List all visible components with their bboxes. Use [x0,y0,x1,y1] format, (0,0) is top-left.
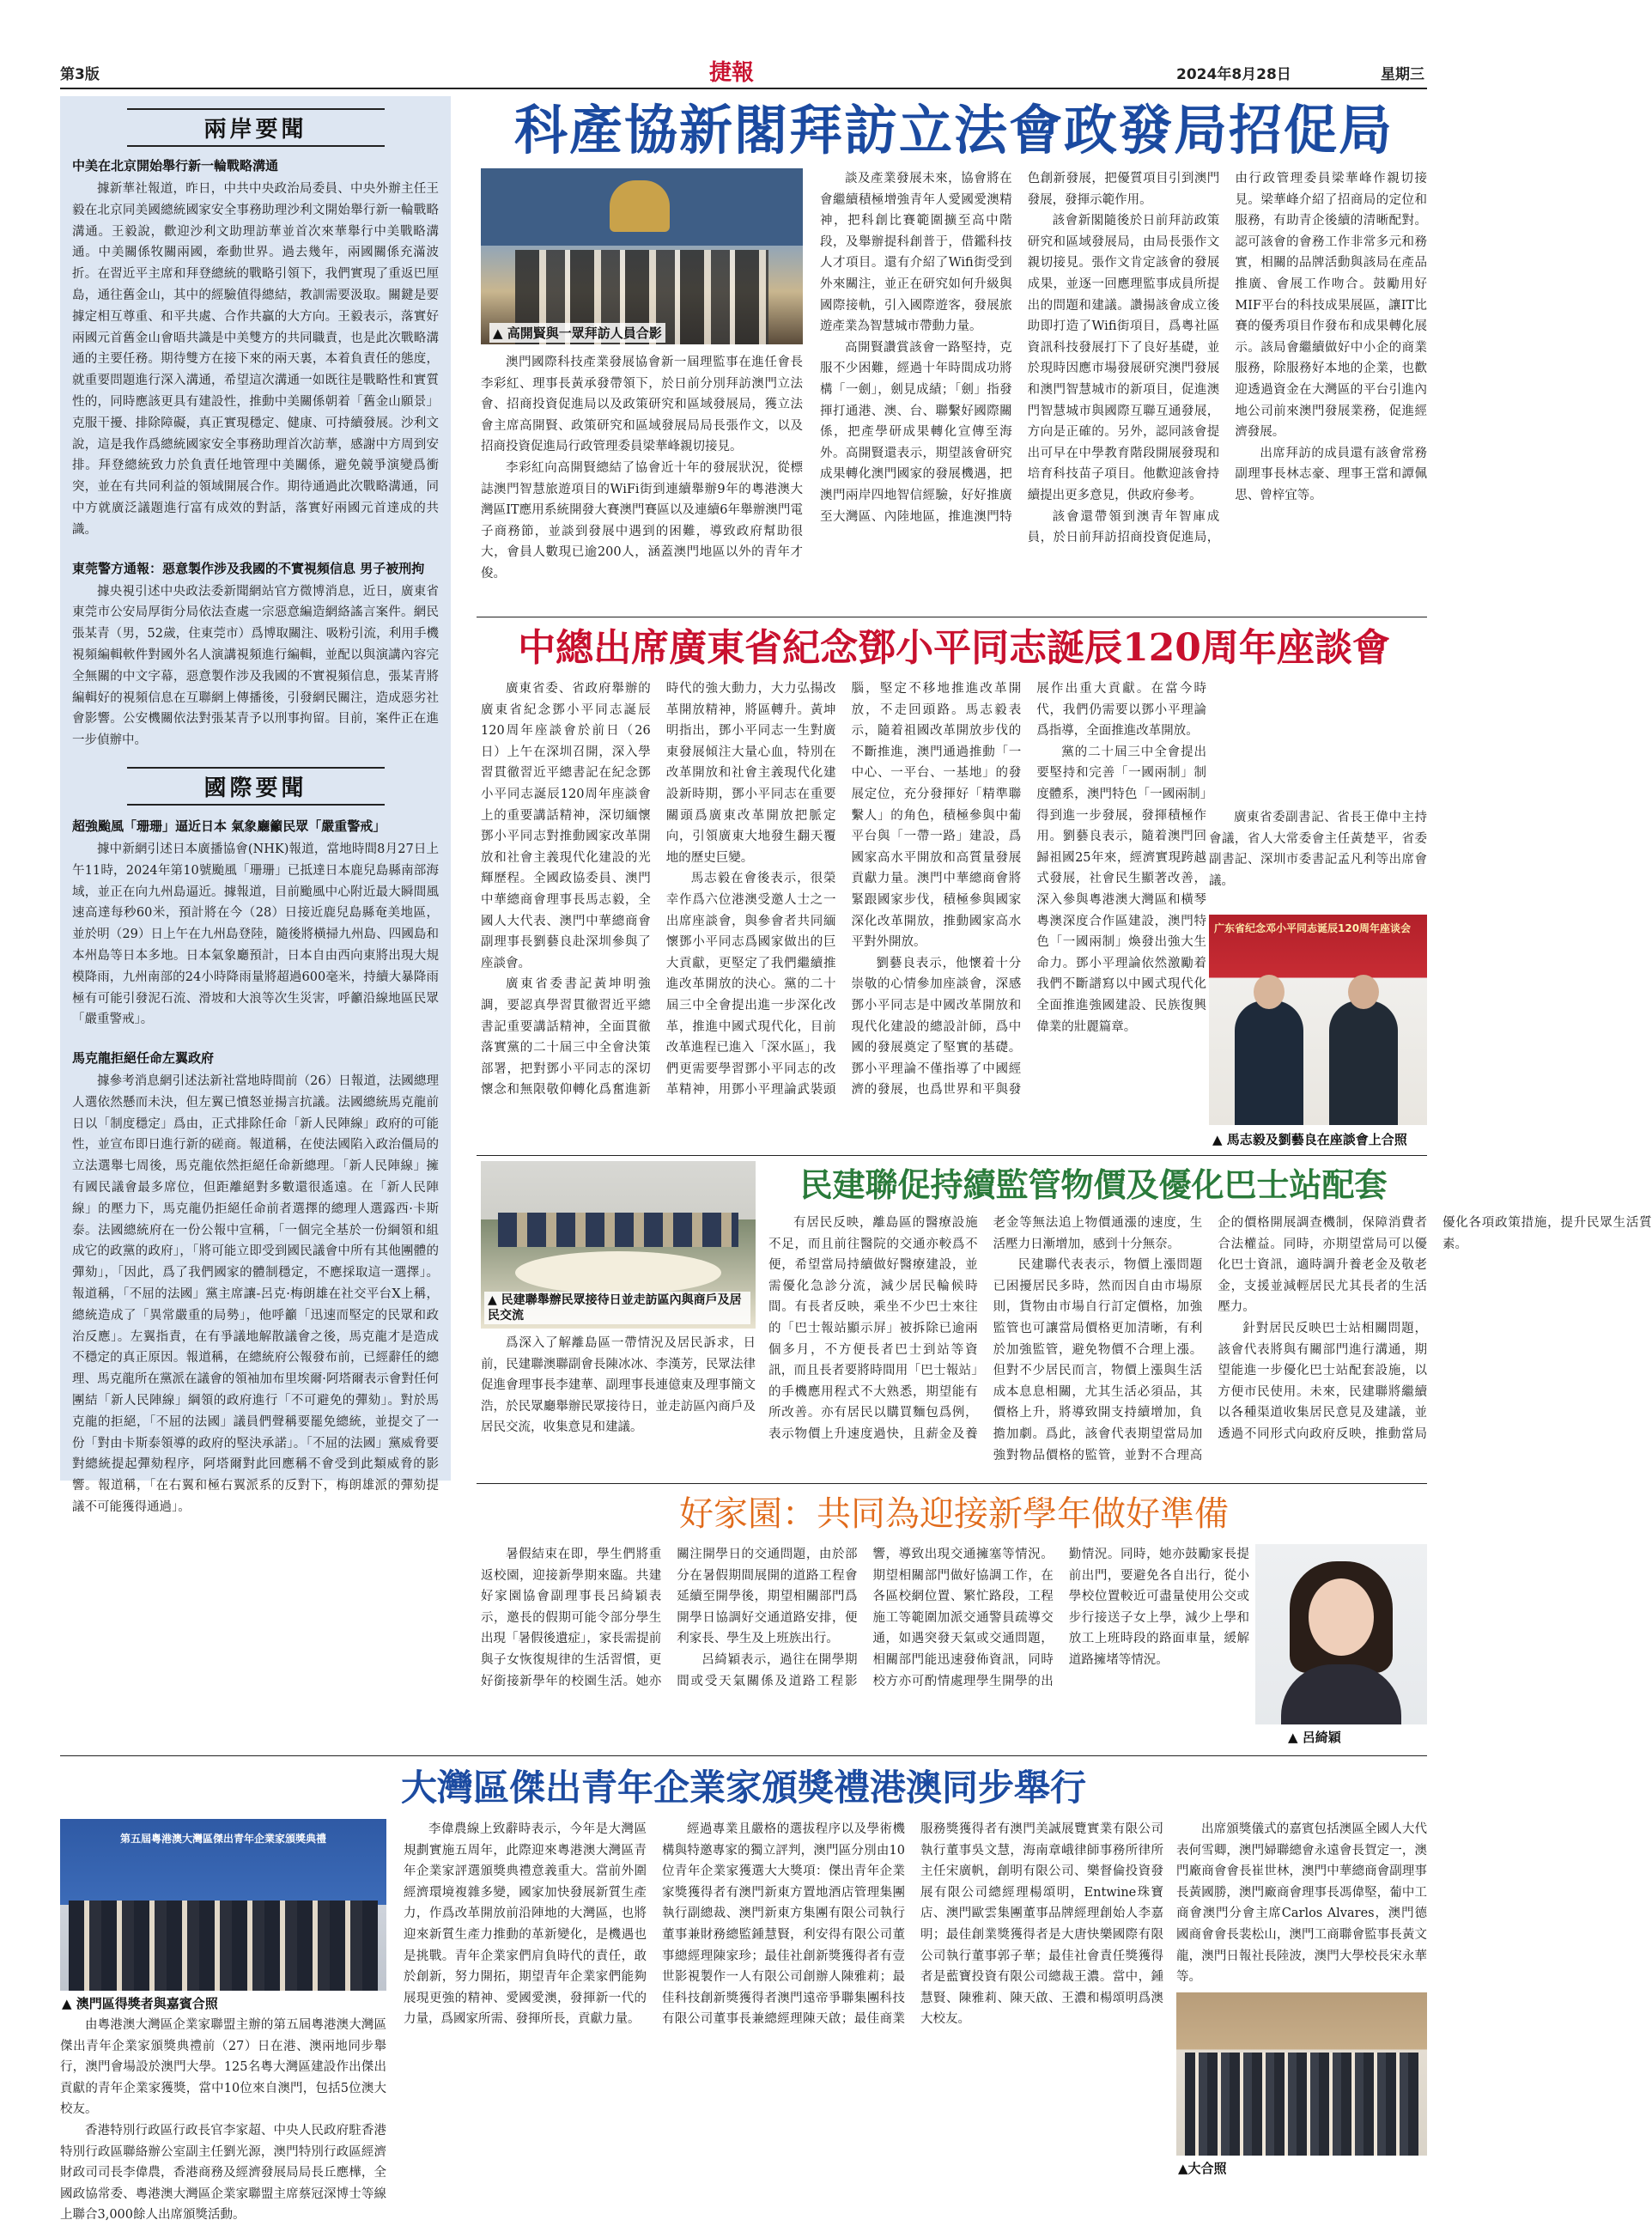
page-number: 第3版 [60,66,100,83]
weekday: 星期三 [1381,66,1424,83]
photo-banner-text: 广东省纪念邓小平同志诞辰120周年座谈会 [1214,922,1412,934]
article5-left-text: 由粵港澳大灣區企業家聯盟主辦的第五屆粵港澳大灣區傑出青年企業家頒獎典禮前（27）日在港、澳兩地同步舉行，澳門會場設於澳門大學。125名粵大灣區建設作出傑出貢獻的青年企業家獲獎，當中10位來自澳門，包括5位澳大校友。 香港特別行政區行政長官李家超、中央人民政府駐香港特別行政區聯絡辦公室副主任劉光源，澳門特別行政區經濟財政司司長李偉農，香港商務及經濟發展局局長丘應樺，全國政協常委、粵港澳大灣區企業家聯盟主席蔡冠深博士等線上聯合3,000餘人出席頒獎活動。 [60,2018,386,2223]
masthead: 捷報 [709,60,755,86]
article1-photo [481,168,803,344]
article5-photo-2 [1176,1992,1427,2156]
news-sidebar [60,96,451,1515]
issue-date: 2024年8月28日 [1176,66,1291,83]
brief-title: 東莞警方通報：惡意製作涉及我國的不實視頻信息 男子被刑拘 [72,560,425,576]
article2-headline: 中總出席廣東省紀念鄧小平同志誕辰120周年座談會 [518,626,1390,670]
article2-body: 廣東省委、省政府舉辦的廣東省紀念鄧小平同志誕辰120周年座談會於前日（26日）上午在深圳召開，深入學習貫徹習近平總書記在紀念鄧小平同志誕辰120周年座談會上的重要講話精神，深切緬懷鄧小平同志對推動國家改革開放和社會主義現代化建設的光輝歷程。全國政協委員、澳門中華總商會理事長馬志毅，全國人大代表、澳門中華總商會副理事長劉藝良赴深圳參與了座談會。 廣東省委書記黃坤明強調，要認真學習貫徹習近平總書記重要講話精神，全面貫徹落實黨的二十屆三中全會決策部署，把對鄧小平同志的深切懷念和無限敬仰轉化爲奮進新時代的強大動力，大力弘揚改革開放精神，將區轉升。黃坤明指出，鄧小平同志一生對廣東發展傾注大量心血，特別在改革開放和社會主義現代化建設新時期，鄧小平同志在重要關頭爲廣東改革開放把脈定向，引領廣東大地發生翻天覆地的歷史巨變。 馬志毅在會後表示，很榮幸作爲六位港澳受邀人士之一出席座談會，與參會者共同緬懷鄧小平同志爲國家做出的巨大貢獻，更堅定了我們繼續推進改革開放的決心。黨的二十屆三中全會提出進一步深化改革，推進中國式現代化，目前改革進程已進入「深水區」，我們更需要學習鄧小平同志的改革精神，用鄧小平理論武裝頭腦，堅定不移地推進改革開放，不走回頭路。馬志毅表示，隨着祖國改革開放步伐的不斷推進，澳門通過推動「一中心、一平台、一基地」的發展定位，充分發揮好「精準聯繫人」的角色，積極參與中葡平台與「一帶一路」建設，爲國家高水平開放和高質量發展貢獻力量。澳門中華總商會將緊跟國家步伐，積極參與國家深化改革開放，推動國家高水平對外開放。 劉藝良表示，他懷着十分崇敬的心情參加座談會，深感鄧小平同志是中國改革開放和現代化建設的總設計師，爲中國的發展奠定了堅實的基礎。鄧小平理論不僅指導了中國經濟的發展，也爲世界和平與發展作出重大貢獻。在當今時代，我們仍需要以鄧小平理論爲指導，全面推進改革開放。 黨的二十屆三中全會提出要堅持和完善「一國兩制」制度體系，澳門特色「一國兩制」得到進一步發展，發揮積極作用。劉藝良表示，隨着澳門回歸祖國25年來，經濟實現跨越式發展，社會民生顯著改善，深入參與粵港澳大灣區和橫琴粵澳深度合作區建設，澳門特色「一國兩制」煥發出強大生命力。鄧小平理論依然激勵着我們不斷譜寫以中國式現代化全面推進強國建設、民族復興偉業的壯麗篇章。 [481,682,1206,1098]
article4-photo [1255,1544,1427,1724]
article5-right-text: 出席頒獎儀式的嘉賓包括澳區全國人大代表何雪卿，澳門婦聯總會永遠會長賀定一，澳門廠商會會長崔世林，澳門中華總商會副理事長黃國勝，澳門廠商會理事長馮偉堅，葡中工商會澳門分會主席Carlos Alvares，澳門德國商會會長裴松山，澳門工商聯會監事長黃文龍，澳門日報社長陸波，澳門大學校長宋永華等。 [1176,1822,1427,1985]
article5-body: 李偉農線上致辭時表示，今年是大灣區規劃實施五周年，此際迎來粵港澳大灣區青年企業家評選頒獎典禮意義重大。當前外圍經濟環境複雜多變，國家加快發展新質生產力，作爲改革開放前沿陣地的大灣區，也將迎來新質生產力推動的革新變化，是機遇也是挑戰。青年企業家們肩負時代的責任，敢於創新，努力開拓，期望青年企業家們能夠展現更強的精神、愛國愛澳，發揮新一代的力量，爲國家所需、發揮所長，貢獻力量。 經過專業且嚴格的選拔程序以及學術機構與特邀專家的獨立評判，澳門區分別由10位青年企業家獲選大大獎項：傑出青年企業家獎獲得者有澳門新東方置地酒店管理集團執行副總裁、澳門新東方集團有限公司執行董事兼財務總監鍾慧賢，利安得有限公司董事總經理陳家珍；最佳社創新獎獲得者有壹世影視製作一人有限公司創辦人陳雅莉；最佳科技創新獎獲得者澳門遠帝爭聯集團科技有限公司董事長兼總經理陳天啟；最佳商業服務獎獲得者有澳門美誠展覽實業有限公司執行董事吳文慧，海南章峨律師事務所律所主任宋廣帆，創明有限公司、樂督倫投資發展有限公司總經理楊頌明，Entwine珠寶店、澳門歐雲集團董事品牌經理創始人李嘉明；最佳創業獎獲得者是大唐快樂國際有限公司執行董事郭子華；最佳社會責任獎獲得者是藍寶投資有限公司總裁王濃。當中，鍾慧賢、陳雅莉、陳天啟、王濃和楊頌明爲澳大校友。 [404,1822,1163,2027]
article3-photo-caption: ▲ 民建聯舉辦民眾接待日並走訪區內與商戶及居民交流 [484,1292,750,1324]
article3-left-text: 爲深入了解離島區一帶情況及居民訴求，日前，民建聯澳聯副會長陳冰冰、李漢芳，民眾法律促進會理事長李建華、副理事長連億東及理事簡文浩，於民眾廳舉辦民眾接待日，並走訪區內商戶及居民交流，收集意見和建議。 [481,1336,756,1435]
article4-body: 暑假結束在即，學生們將重返校園，迎接新學期來臨。共建好家園協會副理事長呂綺穎表示，邀長的假期可能令部分學生出現「暑假後遺症」，家長需提前與子女恢復規律的生活習慣，更好銜接新學年的校園生活。她亦關注開學日的交通問題，由於部分在暑假期間展開的道路工程會延續至開學後，期望相關部門爲開學日協調好交通道路安排，便利家長、學生及上班族出行。 呂綺穎表示，過往在開學期間或受天氣關係及道路工程影響，導致出現交通擁塞等情況。期望相關部門做好協調工作，在各區校網位置、繁忙路段，工程施工等範圍加派交通警員疏導交通，如遇突發天氣或交通問題，相關部門能迅速發佈資訊，同時校方亦可酌情處理學生開學的出勤情況。同時，她亦鼓勵家長提前出門，要避免各自出行，從小學校位置較近可盡量使用公交或步行接送子女上學，減少上學和放工上班時段的路面車量，緩解道路擁堵等情況。 [481,1548,1249,1688]
article5-photo-1 [60,1819,386,1991]
article4-photo-caption: ▲ 呂綺穎 [1288,1730,1341,1745]
photo-banner-text: 第五屆粵港澳大灣區傑出青年企業家頒獎典禮 [119,1833,326,1845]
divider [60,1755,1427,1756]
header-rule [60,88,1427,89]
brief-body: 據中新網引述日本廣播協會(NHK)報道，當地時間8月27日上午11時，2024年第10號颱風「珊珊」已抵達日本鹿兒島縣南部海域，並正在向九州島逼近。據報道，目前颱風中心附近最大瞬間風速高達每秒60米，預計將在今（28）日接近鹿兒島縣奄美地區，並於明（29）日上午在九州島登陸，隨後將橫掃九州島、四國島和本州島等日本多地。日本氣象廳預計，日本自由西向東將出現大規模降雨，九州南部的24小時降雨量將超過600毫米，持續大暴降雨極有可能引發泥石流、滑坡和大浪等次生災害，呼籲沿線地區民眾「嚴重警戒」。 [72,842,439,1027]
article5-photo-2-caption: ▲大合照 [1178,2161,1227,2176]
article1-headline: 科產協新閣拜訪立法會政發局招促局 [513,99,1394,161]
article2-photo [1209,915,1427,1125]
section-title-cross-strait: 兩岸要聞 [127,108,385,147]
header-bar [60,60,1427,84]
article2-side-text: 廣東省委副書記、省長王偉中主持會議，省人大常委會主任黃楚平，省委副書記、深圳市委書記孟凡利等出席會議。 [1209,811,1427,888]
article5-photo-1-caption: ▲ 澳門區得獎者與嘉賓合照 [62,1996,218,2011]
article3-body: 有居民反映，離島區的醫療設施不足，而且前往醫院的交通亦較爲不便，希望當局持續做好醫療建設，並需優化急診分流，減少居民輪候時間。有長者反映，乘坐不少巴士來往的「巴士報站顯示屏」被拆除已逾兩個多月，不方便長者巴士到站等資訊，而且長者要將時間用「巴士報站」的手機應用程式不大熟悉，期望能有所改善。亦有居民以購買麵包爲例，表示物價上升速度過快，且薪金及養老金等無法追上物價通漲的速度，生活壓力日漸增加，感到十分無奈。 民建聯代表表示，物價上漲問題已困擾居民多時，然而因自由市場原則，貨物由市場自行訂定價格，加強監管也可讓當局價格更加清晰，有利於加強監管，避免物價不合理上漲。但對不少居民而言，物價上漲與生活成本息息相關，尤其生活必須品，其價格上升，將導致開支持續增加，負擔加劇。爲此，該會代表期望當局加強對物品價格的監管，並對不合理高企的價格開展調查機制，保障消費者合法權益。同時，亦期望當局可以優化巴士資訊，適時調升養老金及敬老金，支援並減輕居民尤其長者的生活壓力。 針對居民反映巴士站相關問題，該會代表將與有關部門進行溝通，期望能進一步優化巴士站配套設施，以方便市民使用。未來，民建聯將繼續以各種渠道收集居民意見及建議，並透過不同形式向政府反映，推動當局優化各項政策措施，提升民眾生活質素。 [768,1216,1652,1463]
article4-headline: 好家園：共同為迎接新學年做好準備 [679,1494,1229,1534]
article3-photo [481,1161,756,1329]
article3-headline: 民建聯促持續監管物價及優化巴士站配套 [799,1166,1388,1204]
brief-title: 馬克龍拒絕任命左翼政府 [72,1050,215,1067]
brief-title: 中美在北京開始舉行新一輪戰略溝通 [72,158,279,173]
article1-photo-caption: ▲ 高開賢與一眾拜訪人員合影 [489,323,665,343]
section-title-international: 國際要聞 [127,767,385,806]
article1-body: 談及產業發展未來，協會將在會繼續積極增強青年人愛國愛澳精神，把科創比賽範圍擴至高中階段，及舉辦提科創普于，借鑑科技人才項目。還有介紹了Wifi街受到外來關注，並正在研究如何升級與國際接軌，引入國際遊客，發展旅遊產業為智慧城市帶動力量。 高開賢讚賞該會一路堅持，克服不少困難，經過十年時間成功將構「一劍」，劍見成績；「劍」指發揮打通港、澳、台、聯繫好國際關係，把產學研成果轉化宣傳至海外。高開賢還表示，期望該會研究成果轉化澳門國家的發展機遇，把澳門兩岸四地智信經驗，好好推廣至大灣區、內陸地區，推進澳門特色創新發展，把優質項目引到澳門發展，發揮示範作用。 該會新閣隨後於日前拜訪政策研究和區域發展局，由局長張作文親切接見。張作文肯定該會的發展成果，並逐一回應理監事成員所提出的問題和建議。讚揚該會成立後助即打造了Wifi街項目，爲粵社區資訊科技發展打下了良好基礎，並於現時因應市場發展研究澳門發展和澳門智慧城市的新項目，促進澳門智慧城市與國際互聯互通發展，方向是正確的。另外，認同該會提出可早在中學教育階段開展發現和培育科技苗子項目。他歡迎該會持續提出更多意見，供政府參考。 該會還帶領到澳青年智庫成員，於日前拜訪招商投資促進局，由行政管理委員梁華峰作親切接見。梁華峰介紹了招商局的定位和服務，有助青企後續的清晰配對。認可該會的會務工作非常多元和務實，相關的品牌活動與該局在產品推廣、會展工作吻合。鼓勵用好MIF平台的科技成果展區，讓IT比賽的優秀項目作發布和成果轉化展示。該局會繼續做好中小企的商業服務，除服務好本地的企業，也歡迎透過資金在大灣區的平台引進內地公司前來澳門發展業務，促進經濟發展。 出席拜訪的成員還有該會常務副理事長林志豪、理事王當和譚佩思、曾梓宜等。 [820,172,1427,545]
brief-body: 據參考消息網引述法新社當地時間前（26）日報道，法國總理人選依然懸而未決，但左翼已憤怒並揚言抗議。法國總統馬克龍前日以「制度穩定」爲由，正式排除任命「新人民陣線」政府的可能性，並宣布即日進行新的磋商。報道稱，在使法國陷入政治僵局的立法選舉七周後，馬克龍依然拒絕任命新總理。「新人民陣線」擁有國民議會最多席位，但距離絕對多數還很遙遠。在「新人民陣線」的壓力下，馬克龍仍拒絕任命前者選擇的總理人選露西·卡斯泰。法國總統府在一份公報中宣稱，「一個完全基於一份綱領和組成它的政黨的政府」，「將可能立即受到國民議會中所有其他團體的彈劾」，「因此，爲了我們國家的體制穩定，不應採取這一選擇」。報道稱，「不屈的法國」黨主席讓-呂克·梅朗雄在社交平台X上稱，總統造成了「異常嚴重的局勢」，他呼籲「迅速而堅定的民眾和政治反應」。左翼指責，在有爭議地解散議會之後，馬克龍才是造成不穩定的真正原因。報道稱，在總統府公報發布前，已經辭任的總理、馬克龍所在黨派在議會的領袖加布里埃爾·阿塔爾表示會對任何團結「新人民陣線」綱領的政府進行「不可避免的彈劾」。對於馬克龍的拒絕，「不屈的法國」議員們聲稱要罷免總統，並提交了一份「對由卡斯泰領導的政府的堅決承諾」。「不屈的法國」黨威脅要對總統提起彈劾程序，阿塔爾對此回應稱不會受到此類威脅的影響。報道稱，「在右翼和極右翼派系的反對下，梅朗雄派的彈劾提議不可能獲得通過」。 [72,1074,439,1515]
article5-headline: 大灣區傑出青年企業家頒獎禮港澳同步舉行 [400,1767,1086,1809]
brief-body: 據央視引述中央政法委新聞網站官方微博消息，近日，廣東省東莞市公安局厚街分局依法查處一宗惡意編造網絡謠言案件。網民張某青（男，52歲，住東莞市）爲博取關注、吸粉引流，利用手機視頻編輯軟件對國外名人演講視頻進行編輯，並配以與演講內容完全無關的中文字幕，惡意製作涉及我國的不實視頻信息，張某青將編輯好的視頻信息在互聯網上傳播後，引發網民關注，造成惡劣社會影響。公安機關依法對張某青予以刑事拘留。目前，案件正在進一步偵辦中。 [72,584,439,748]
article2-photo-caption: ▲ 馬志毅及劉藝良在座談會上合照 [1212,1132,1407,1147]
divider [477,1483,1427,1484]
brief-body: 據新華社報道，昨日，中共中央政治局委員、中央外辦主任王毅在北京同美國總統國家安全事務助理沙利文開始舉行新一輪戰略溝通。王毅說，歡迎沙利文助理訪華並首次來華舉行中美戰略溝通。中美關係牧關兩國，牽動世界。過去幾年，兩國關係充滿波折。在習近平主席和拜登總統的戰略引領下，我們實現了重返巴厘島，通往舊金山，其中的經驗值得總結，教訓需要汲取。關鍵是要據定相互尊重、和平共處、合作共贏的大方向。王毅表示，落實好兩國元首舊金山會晤共識是中美雙方的共同職責，也是此次戰略溝通的主要任務。期待雙方在接下來的兩天裏，本着負責任的態度，就重要問題進行深入溝通，希望這次溝通一如既往是戰略性和實質性的，同時應該更具有建設性，推動中美關係朝着「舊金山願景」克服干擾、排除障礙，真正實現穩定、健康、可持續發展。沙利文說，這是我作爲總統國家安全事務助理首次訪華，感謝中方周到安排。拜登總統致力於負責任地管理中美關係，避免競爭演變爲衝突，並在有共同利益的領域開展合作。期待通過此次戰略溝通，同中方就廣泛議題進行富有成效的對話，落實好兩國元首達成的共識。 [72,182,439,537]
article1-intro: 澳門國際科技產業發展協會新一屆理監事在進任會長李彩紅、理事長黃承發帶領下，於日前分別拜訪澳門立法會、招商投資促進局以及政策研究和區域發展局，獲立法會主席高開賢、政策研究和區域發展局局長張作文，以及招商投資促進局行政管理委員梁華峰親切接見。 李彩紅向高開賢總結了協會近十年的發展狀況，從標誌澳門智慧旅遊項目的WiFi街到連續舉辦9年的粵港澳大灣區IT應用系統開發大賽澳門賽區以及連續6年舉辦澳門電子商務節，並談到發展中遇到的困難，導致政府幫助很大，會員人數現已逾200人，涵蓋澳門地區以外的青年才俊。 [481,356,803,581]
divider [477,1155,1427,1156]
brief-title: 超強颱風「珊珊」逼近日本 氣象廳籲民眾「嚴重警戒」 [72,818,386,834]
